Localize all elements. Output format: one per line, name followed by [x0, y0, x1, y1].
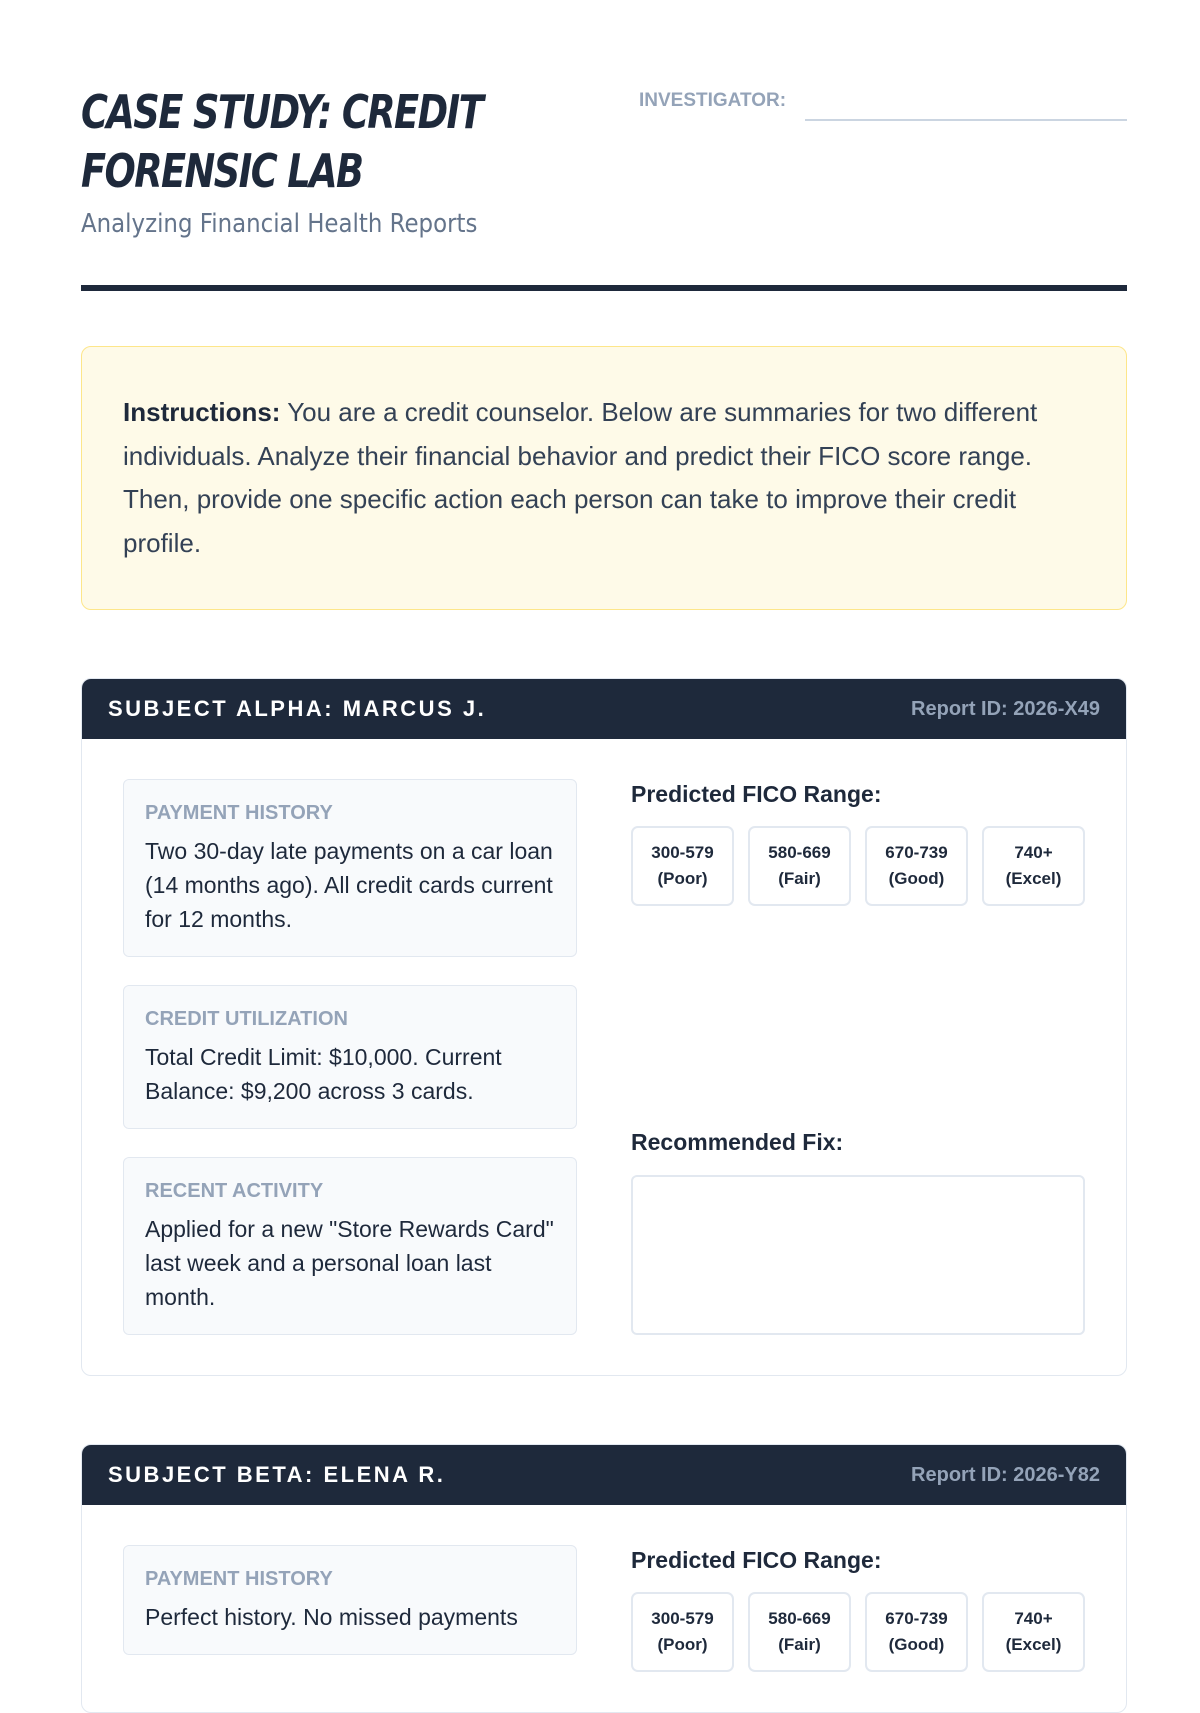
option-range: 670-739	[885, 1609, 948, 1628]
option-label: (Fair)	[778, 869, 821, 888]
option-range: 300-579	[651, 1609, 714, 1628]
fico-option-excellent[interactable]	[982, 826, 1085, 906]
fact-payment-history	[123, 1545, 577, 1655]
facts-column	[123, 1545, 577, 1672]
predicted-fico-label: Predicted FICO Range:	[631, 1547, 882, 1573]
subject-title: SUBJECT BETA: ELENA R.	[108, 1462, 446, 1487]
fact-label: PAYMENT HISTORY	[145, 1568, 333, 1590]
fact-text: Total Credit Limit: $10,000. Current Balance: $9,200 across 3 cards.	[145, 1044, 502, 1104]
option-range: 740+	[1014, 1609, 1053, 1628]
option-label: (Poor)	[657, 1635, 708, 1654]
option-label: (Good)	[888, 869, 945, 888]
facts-column	[123, 779, 577, 1335]
option-range: 740+	[1014, 843, 1053, 862]
instructions-text: You are a credit counselor. Below are summaries for two different individuals. Analyze their financial behavior and predict their FICO score range. Then, provide one specific action each person can take to improve their credit profile.	[123, 397, 1038, 558]
option-label: (Good)	[888, 1635, 945, 1654]
fact-recent-activity	[123, 1157, 577, 1335]
option-label: (Poor)	[657, 869, 708, 888]
card-body	[82, 1505, 1126, 1712]
fico-options	[631, 1592, 1085, 1672]
instructions-box	[81, 346, 1127, 610]
page-title: CASE STUDY: CREDIT FORENSIC LAB	[81, 85, 483, 198]
fico-option-good[interactable]	[865, 1592, 968, 1672]
option-label: (Excel)	[1005, 1635, 1062, 1654]
fact-label: RECENT ACTIVITY	[145, 1180, 324, 1202]
option-range: 670-739	[885, 843, 948, 862]
card-header	[82, 679, 1126, 739]
answer-column	[631, 1545, 1085, 1672]
option-label: (Excel)	[1005, 869, 1062, 888]
option-range: 580-669	[768, 1609, 831, 1628]
subject-title: SUBJECT ALPHA: MARCUS J.	[108, 696, 487, 721]
fico-option-poor[interactable]	[631, 826, 734, 906]
answer-column	[631, 779, 1085, 1335]
page-subtitle: Analyzing Financial Health Reports	[81, 209, 478, 239]
fico-option-poor[interactable]	[631, 1592, 734, 1672]
investigator-label: INVESTIGATOR:	[639, 90, 787, 111]
instructions-label: Instructions:	[123, 397, 281, 427]
option-range: 580-669	[768, 843, 831, 862]
header	[81, 0, 1127, 291]
spacer	[631, 906, 1085, 1127]
fact-label: PAYMENT HISTORY	[145, 802, 333, 824]
predicted-fico-label: Predicted FICO Range:	[631, 781, 882, 807]
report-id: Report ID: 2026-X49	[911, 697, 1100, 720]
subject-beta-card	[81, 1444, 1127, 1713]
recommended-fix-input[interactable]	[631, 1175, 1085, 1335]
fact-label: CREDIT UTILIZATION	[145, 1008, 348, 1030]
divider	[81, 285, 1127, 291]
fico-option-good[interactable]	[865, 826, 968, 906]
subject-alpha-card	[81, 678, 1127, 1376]
fact-text: Applied for a new "Store Rewards Card" last week and a personal loan last month.	[145, 1216, 554, 1310]
fico-option-excellent[interactable]	[982, 1592, 1085, 1672]
recommended-fix-label: Recommended Fix:	[631, 1129, 844, 1155]
option-label: (Fair)	[778, 1635, 821, 1654]
fico-options	[631, 826, 1085, 906]
fico-option-fair[interactable]	[748, 1592, 851, 1672]
card-body	[82, 739, 1126, 1375]
option-range: 300-579	[651, 843, 714, 862]
investigator-field[interactable]	[805, 119, 1127, 121]
report-id: Report ID: 2026-Y82	[911, 1463, 1100, 1486]
fact-text: Two 30-day late payments on a car loan (14 months ago). All credit cards current for 12 months.	[145, 838, 553, 932]
title-container	[81, 83, 621, 201]
fico-option-fair[interactable]	[748, 826, 851, 906]
fact-text: Perfect history. No missed payments	[145, 1604, 518, 1630]
fact-payment-history	[123, 779, 577, 957]
card-header	[82, 1445, 1126, 1505]
fact-credit-utilization	[123, 985, 577, 1129]
worksheet	[81, 0, 1127, 1713]
